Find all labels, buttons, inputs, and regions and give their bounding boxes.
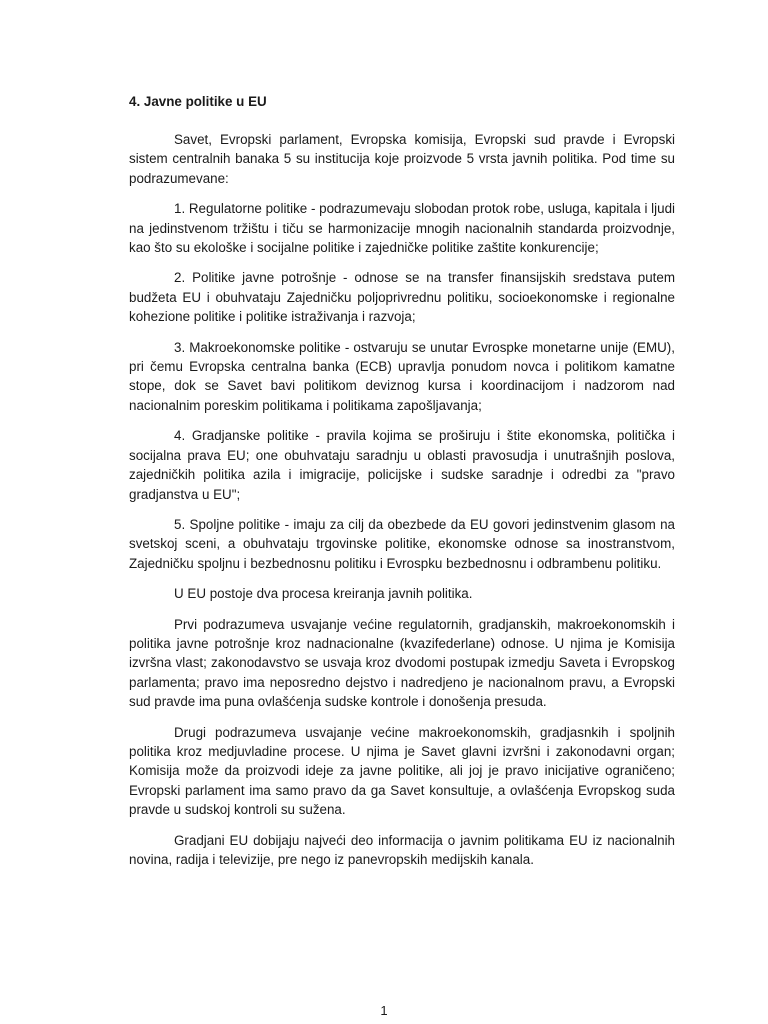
page-number: 1 (380, 1003, 388, 1018)
paragraph-first-process: Prvi podrazumeva usvajanje većine regulatornih, gradjanskih, makroekonomskih i politika javne potrošnje kroz nadnacionalne (kvazifederlane) odnose. U njima je Komisija izvršna vlast; zakonodavstvo se usvaja kroz dvodomi postupak izmedju Saveta i Evropskog parlamenta; pravo ima neposredno dejstvo i nadredjeno je nacionalnom pravu, a Evropski sud pravde ima puna ovlašćenja sudske kontrole i donošenja presuda. (129, 616, 675, 710)
paragraph-second-process: Drugi podrazumeva usvajanje većine makroekonomskih, gradjasnkih i spoljnih politika kroz medjuvladine procese. U njima je Savet glavni izvršni i zakonodavni organ; Komisija može da proizvodi ideje za javne politike, ali joj je pravo inicijative ograničeno; Evropski parlament ima samo pravo da ga Savet konsultuje, a ovlašćenja Evropskog suda pravde u sudskoj kontroli su sužena. (129, 724, 675, 818)
paragraph-citizens-information: Gradjani EU dobijaju najveći deo informacija o javnim politikama EU iz nacionalnih novina, radija i televizije, pre nego iz panevropskih medijskih kanala. (129, 832, 675, 867)
paragraph-regulatory-policies: 1. Regulatorne politike - podrazumevaju slobodan protok robe, usluga, kapitala i ljudi na jedinstvenom tržištu i tiču se harmonizacije mnogih nacionalnih standarda proizvodnje, kao što su ekološke i socijalne politike i zajedničke politike zaštite konkurencije; (129, 201, 675, 256)
section-heading: 4. Javne politike u EU (129, 94, 267, 109)
paragraph-two-processes: U EU postoje dva procesa kreiranja javnih politika. (174, 586, 473, 602)
paragraph-macroeconomic-policies: 3. Makroekonomske politike - ostvaruju se unutar Evrospke monetarne unije (EMU), pri čemu Evropska centralna banka (ECB) upravlja ponudom novca i politikom kamatne stope, dok se Savet bavi politikom deviznog kursa i koordinacijom i nadzorom nad nacionalnim poreskim politikama i politikama zapošljavanja; (129, 339, 675, 413)
paragraph-intro: Savet, Evropski parlament, Evropska komisija, Evropski sud pravde i Evropski sistem centralnih banaka 5 su institucija koje proizvode 5 vrsta javnih politika. Pod time su podrazumevane: (129, 132, 675, 186)
paragraph-public-spending-policies: 2. Politike javne potrošnje - odnose se na transfer finansijskih sredstava putem budžeta EU i obuhvataju Zajedničku poljoprivrednu politiku, socioekonomske i regionalne kohezione politike i politike istraživanja i razvoja; (129, 270, 675, 325)
paragraph-civic-policies: 4. Gradjanske politike - pravila kojima se proširuju i štite ekonomska, politička i socijalna prava EU; one obuhvataju saradnju u oblasti pravosudja i unutrašnjih poslova, zajedničkih politika azila i imigracije, policijske i sudske saradnje i odredbi za "pravo gradjanstva u EU"; (129, 428, 675, 502)
paragraph-foreign-policies: 5. Spoljne politike - imaju za cilj da obezbede da EU govori jedinstvenim glasom na svetskoj sceni, a obuhvataju trgovinske politike, ekonomske odnose sa inostranstvom, Zajedničku spoljnu i bezbednosnu politiku i Evrospku bezbednosnu i odbrambenu politiku. (129, 516, 675, 571)
document-body (129, 92, 675, 880)
